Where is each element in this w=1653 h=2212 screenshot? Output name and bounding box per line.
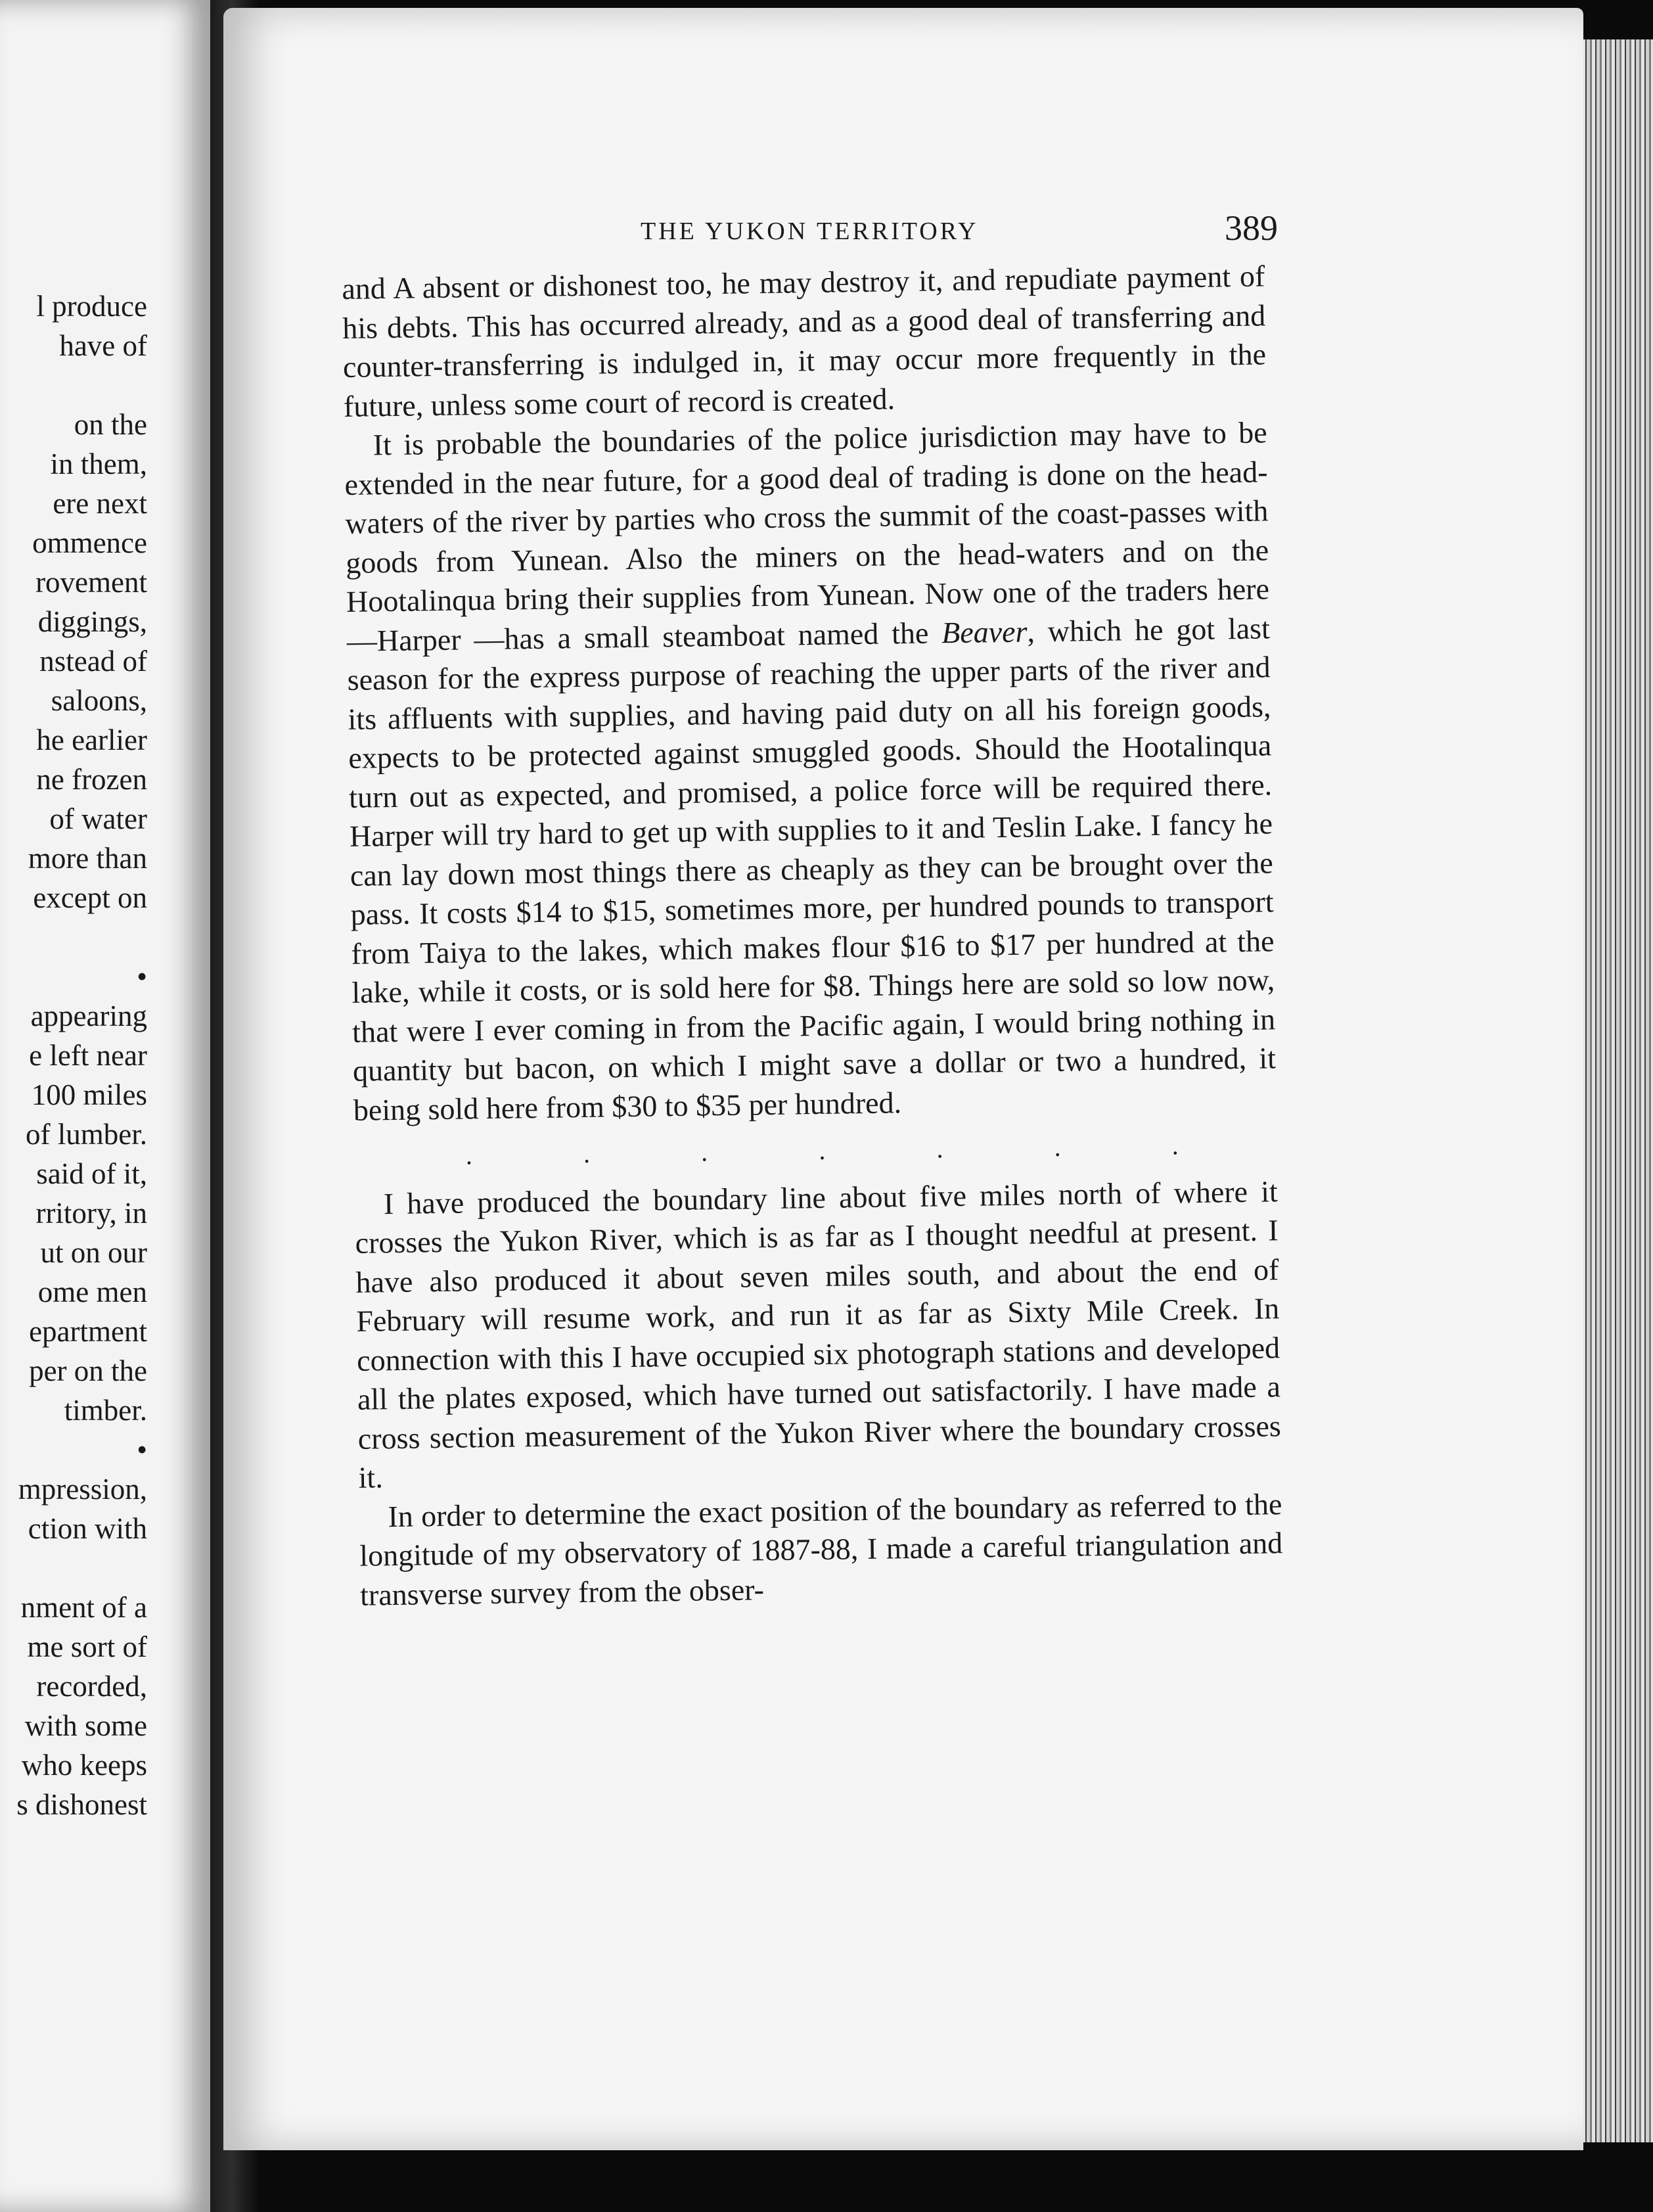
page-body	[342, 256, 1283, 1614]
facing-page-line: timber.	[64, 1394, 147, 1427]
facing-page-line: of lumber.	[26, 1118, 147, 1151]
vessel-name: Beaver	[941, 614, 1028, 649]
paragraph-text: It is probable the boundaries of the police jurisdiction may have to be extended in the near future, for a good deal of trading is done on the head-waters of the river by parties who cross the summit of the coast-passes with goods from Yunean. Also the miners on the head-waters and on the Hootalinqua bring their supplies from Yunean. Now one of the traders here—Harper —has a small steamboat named the	[344, 415, 1270, 658]
running-head: THE YUKON TERRITORY	[641, 218, 979, 245]
facing-page-line: ere next	[53, 487, 147, 520]
facing-page-line: nstead of	[39, 645, 147, 678]
facing-page-line: mpression,	[18, 1473, 147, 1506]
facing-page-line: who keeps	[21, 1749, 147, 1782]
facing-page-line: in them,	[50, 448, 147, 480]
facing-page-line: he earlier	[36, 724, 147, 756]
paragraph-text: , which he got last season for the express purpose of reaching the upper parts of the river and its affluents with supplies, and having paid duty on all his foreign goods, expects to be protected against smuggled goods. Should the Hootalinqua turn out as expected, and promised, a police force will be required there. Harper will try hard to get up with supplies to it and Teslin Lake. I fancy he can lay down most things there as cheaply as they can be brought over the pass. It costs $14 to $15, sometimes more, per hundred pounds to transport from Taiya to the lakes, which makes flour $16 to $17 per hundred at the lake, while it costs, or is sold here for $8. Things here are sold so low now, that were I ever coming in from the Pacific again, I would bring nothing in quantity but bacon, on which I might save a dollar or two a hundred, it being sold here from $30 to $35 per hundred.	[347, 611, 1277, 1127]
facing-page-line: 100 miles	[31, 1078, 147, 1111]
facing-page-line: l produce	[36, 290, 147, 323]
facing-page-line: diggings,	[37, 605, 147, 638]
facing-page-line	[0, 1548, 147, 1588]
facing-page-line: epartment	[29, 1315, 147, 1348]
section-break-dot: .	[465, 1140, 473, 1170]
section-break-dot: .	[1054, 1132, 1061, 1162]
page-header	[371, 205, 1278, 258]
facing-page-line: ut on our	[40, 1236, 147, 1269]
paragraph: I have produced the boundary line about five miles north of where it crosses the Yukon River, which is as far as I thought needful at present. I have also produced it about seven miles south, and about the end of February will resume work, and run it as far as Sixty Mile Creek. In connection with this I have occupied six photograph stations and developed all the plates exposed, which have turned out satisfactorily. I have made a cross section measurement of the Yukon River where the boundary crosses it.	[355, 1174, 1282, 1494]
facing-page-line: rritory, in	[35, 1197, 147, 1230]
page-number: 389	[1225, 208, 1278, 248]
facing-page-line: saloons,	[51, 684, 147, 717]
facing-page-line: •	[137, 960, 147, 993]
facing-page-line: ction with	[28, 1512, 147, 1545]
facing-page-line: on the	[74, 408, 147, 441]
facing-page-line: recorded,	[36, 1670, 147, 1703]
paragraph	[344, 413, 1277, 1130]
facing-page-line: me sort of	[27, 1630, 147, 1663]
facing-page-line: s dishonest	[16, 1788, 147, 1821]
section-break-dot: .	[1171, 1130, 1179, 1161]
facing-page-line: said of it,	[36, 1157, 147, 1190]
facing-page-line: ome men	[37, 1276, 147, 1308]
facing-page-left	[0, 0, 210, 2212]
facing-page-line	[0, 917, 147, 957]
facing-page-line: ne frozen	[36, 763, 147, 796]
facing-page-line: appearing	[30, 1000, 147, 1032]
facing-page-line: •	[137, 1433, 147, 1466]
facing-page-line: per on the	[29, 1354, 147, 1387]
facing-page-line	[0, 365, 147, 405]
facing-page-line: ommence	[32, 526, 147, 559]
facing-page-line: rovement	[35, 566, 147, 599]
facing-page-line: nment of a	[20, 1591, 147, 1624]
paragraph: and A absent or dishonest too, he may destroy it, and repudiate payment of his debts. This has occurred already, and as a good deal of transferring and counter-transferring is indulged in, it may occur more frequently in the future, unless some court of record is created.	[342, 259, 1267, 423]
facing-page-line: of water	[49, 802, 147, 835]
paragraph: In order to determine the exact position of the boundary as referred to the longitude of my observatory of 1887-88, I made a careful triangulation and transverse survey from the obser-	[359, 1486, 1283, 1612]
section-break-dot: .	[700, 1137, 708, 1167]
section-break-dot: .	[583, 1138, 591, 1168]
section-break-dot: .	[818, 1135, 826, 1165]
facing-page-line: have of	[59, 329, 147, 362]
facing-page-text	[0, 287, 147, 1824]
section-break-dot: .	[936, 1134, 943, 1164]
facing-page-line: with some	[24, 1709, 147, 1742]
facing-page-line: except on	[33, 881, 147, 914]
facing-page-line: e left near	[29, 1039, 147, 1072]
page-edges	[1577, 39, 1653, 2142]
facing-page-line: more than	[28, 842, 147, 875]
